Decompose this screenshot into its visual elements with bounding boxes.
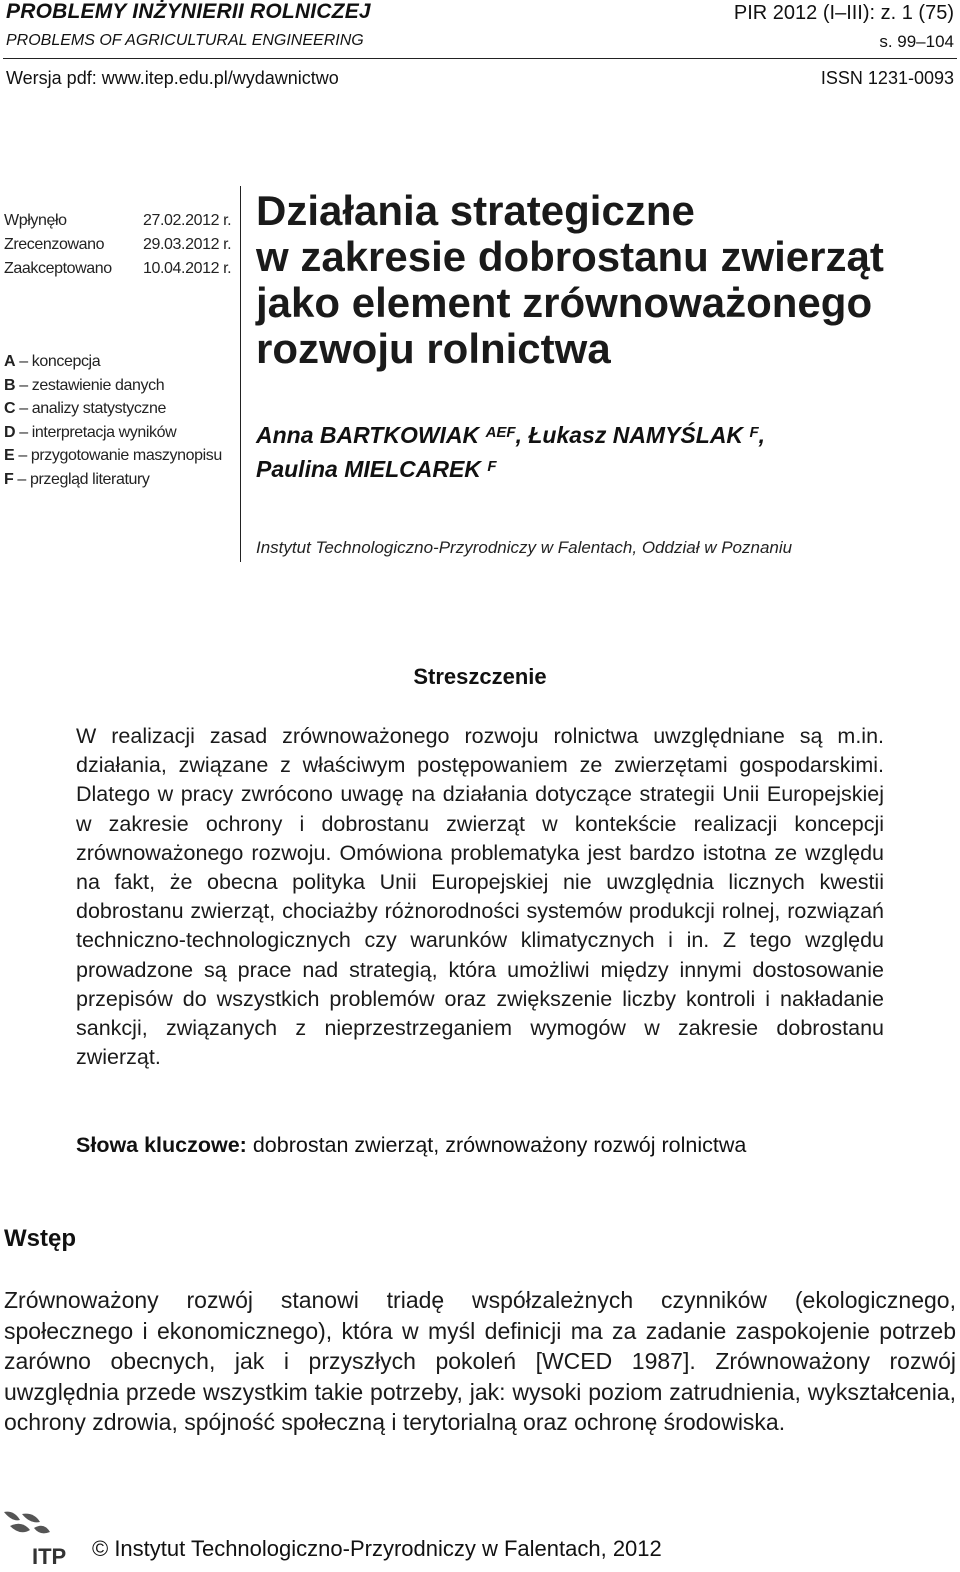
contribution-text: – koncepcja [15, 353, 101, 370]
contribution-item [4, 471, 150, 489]
author-separator: , [758, 422, 765, 448]
contribution-item [4, 447, 222, 465]
contribution-text: – zestawienie danych [15, 377, 165, 394]
date-label-reviewed: Zrecenzowano [4, 236, 105, 253]
contribution-letter: D [4, 424, 16, 441]
keywords [76, 1133, 746, 1158]
author-name: Paulina MIELCAREK [256, 456, 481, 482]
intro-text: Zrównoważony rozwój stanowi triadę współzależnych czynników (ekologicznego, społecznego i ekonomicznego), która w myśl definicji ma za zadanie zaspokojenie potrzeb zarówno obecnych, jak i przyszłych pokoleń [WCED 1987]. Zrównoważony rozwój uwzględnia przede wszystkim takie potrzeby, jak: wysoki poziom zatrudnienia, wykształcenia, ochrony zdrowia, spójność społeczną i terytorialną oraz ochronę środowiska. [4, 1287, 956, 1436]
author-separator: , [515, 422, 529, 448]
journal-title-en: PROBLEMS OF AGRICULTURAL ENGINEERING [6, 32, 364, 49]
contribution-letter: C [4, 400, 16, 417]
contribution-item [4, 424, 176, 442]
date-value-accepted: 10.04.2012 r. [143, 260, 232, 277]
date-label-accepted: Zaakceptowano [4, 260, 112, 277]
page-range: s. 99–104 [879, 32, 954, 51]
issue-reference: PIR 2012 (I–III): z. 1 (75) [733, 2, 954, 24]
abstract-text: W realizacji zasad zrównoważonego rozwoju rolnictwa uwzględniane są m.in. działania, związane z właściwym postępowaniem ze zwierzętami gospodarskimi. Dlatego w pracy zwrócono uwagę na działania dotyczące strategii Unii Europejskiej w zakresie ochrony i dobrostanu zwierząt w kontekście realizacji koncepcji zrównoważonego rozwoju. Omówiona problematyka jest bardzo istotna ze względu na fakt, że obecna polityka Unii Europejskiej nie uwzględnia licznych kwestii dobrostanu zwierząt, chociażby różnorodności systemów produkcji rolnej, rozwiązań techniczno-technologicznych czy warunków klimatycznych i in. Z tego względu prowadzone są prace nad strategią, która umożliwi między innymi dostosowanie przepisów do wszystkich problemów oraz zwiększenie liczby kontroli i nakładanie sankcji, związanych z nieprzestrzeganiem wymogów w zakresie dobrostanu zwierząt. [76, 724, 884, 1070]
contribution-item [4, 377, 164, 395]
date-value-received: 27.02.2012 r. [143, 212, 232, 229]
section-heading: Wstęp [4, 1225, 76, 1252]
contribution-text: – przygotowanie maszynopisu [14, 447, 222, 464]
contribution-text: – analizy statystyczne [15, 400, 167, 417]
contribution-letter: A [4, 353, 16, 370]
author-affiliation: AEF [485, 424, 516, 441]
copyright: © Instytut Technologiczno-Przyrodniczy w Falentach, 2012 [92, 1536, 662, 1561]
contribution-item [4, 400, 166, 418]
journal-title-pl: PROBLEMY INŻYNIERII ROLNICZEJ [6, 0, 371, 23]
institution: Instytut Technologiczno-Przyrodniczy w Falentach, Oddział w Poznaniu [256, 538, 793, 557]
author-name: Łukasz NAMYŚLAK [528, 422, 744, 448]
contribution-text: – przegląd literatury [13, 471, 150, 488]
vertical-divider [240, 186, 241, 562]
title-line: jako element zrównoważonego [256, 279, 873, 326]
issn: ISSN 1231-0093 [820, 68, 954, 88]
author-name: Anna BARTKOWIAK [256, 422, 480, 448]
date-label-received: Wpłynęło [4, 212, 67, 229]
contribution-letter: F [4, 471, 14, 488]
header-divider [3, 58, 957, 59]
title-line: Działania strategiczne [256, 187, 695, 234]
article-title [256, 188, 946, 372]
contribution-letter: B [4, 377, 16, 394]
keywords-text: dobrostan zwierząt, zrównoważony rozwój rolnictwa [246, 1133, 747, 1157]
contribution-text: – interpretacja wyników [15, 424, 177, 441]
logo-text: ITP [32, 1544, 67, 1568]
itp-logo [0, 1508, 80, 1568]
pdf-version-line: Wersja pdf: www.itep.edu.pl/wydawnictwo [6, 68, 339, 88]
title-line: w zakresie dobrostanu zwierząt [256, 233, 884, 280]
author-affiliation: F [487, 458, 497, 475]
authors [256, 418, 946, 486]
contribution-letter: E [4, 447, 15, 464]
title-line: rozwoju rolnictwa [256, 325, 611, 372]
date-value-reviewed: 29.03.2012 r. [143, 236, 232, 253]
keywords-label: Słowa kluczowe: [76, 1133, 247, 1157]
abstract-heading: Streszczenie [413, 664, 547, 689]
contribution-item [4, 353, 100, 371]
author-affiliation: F [749, 424, 759, 441]
